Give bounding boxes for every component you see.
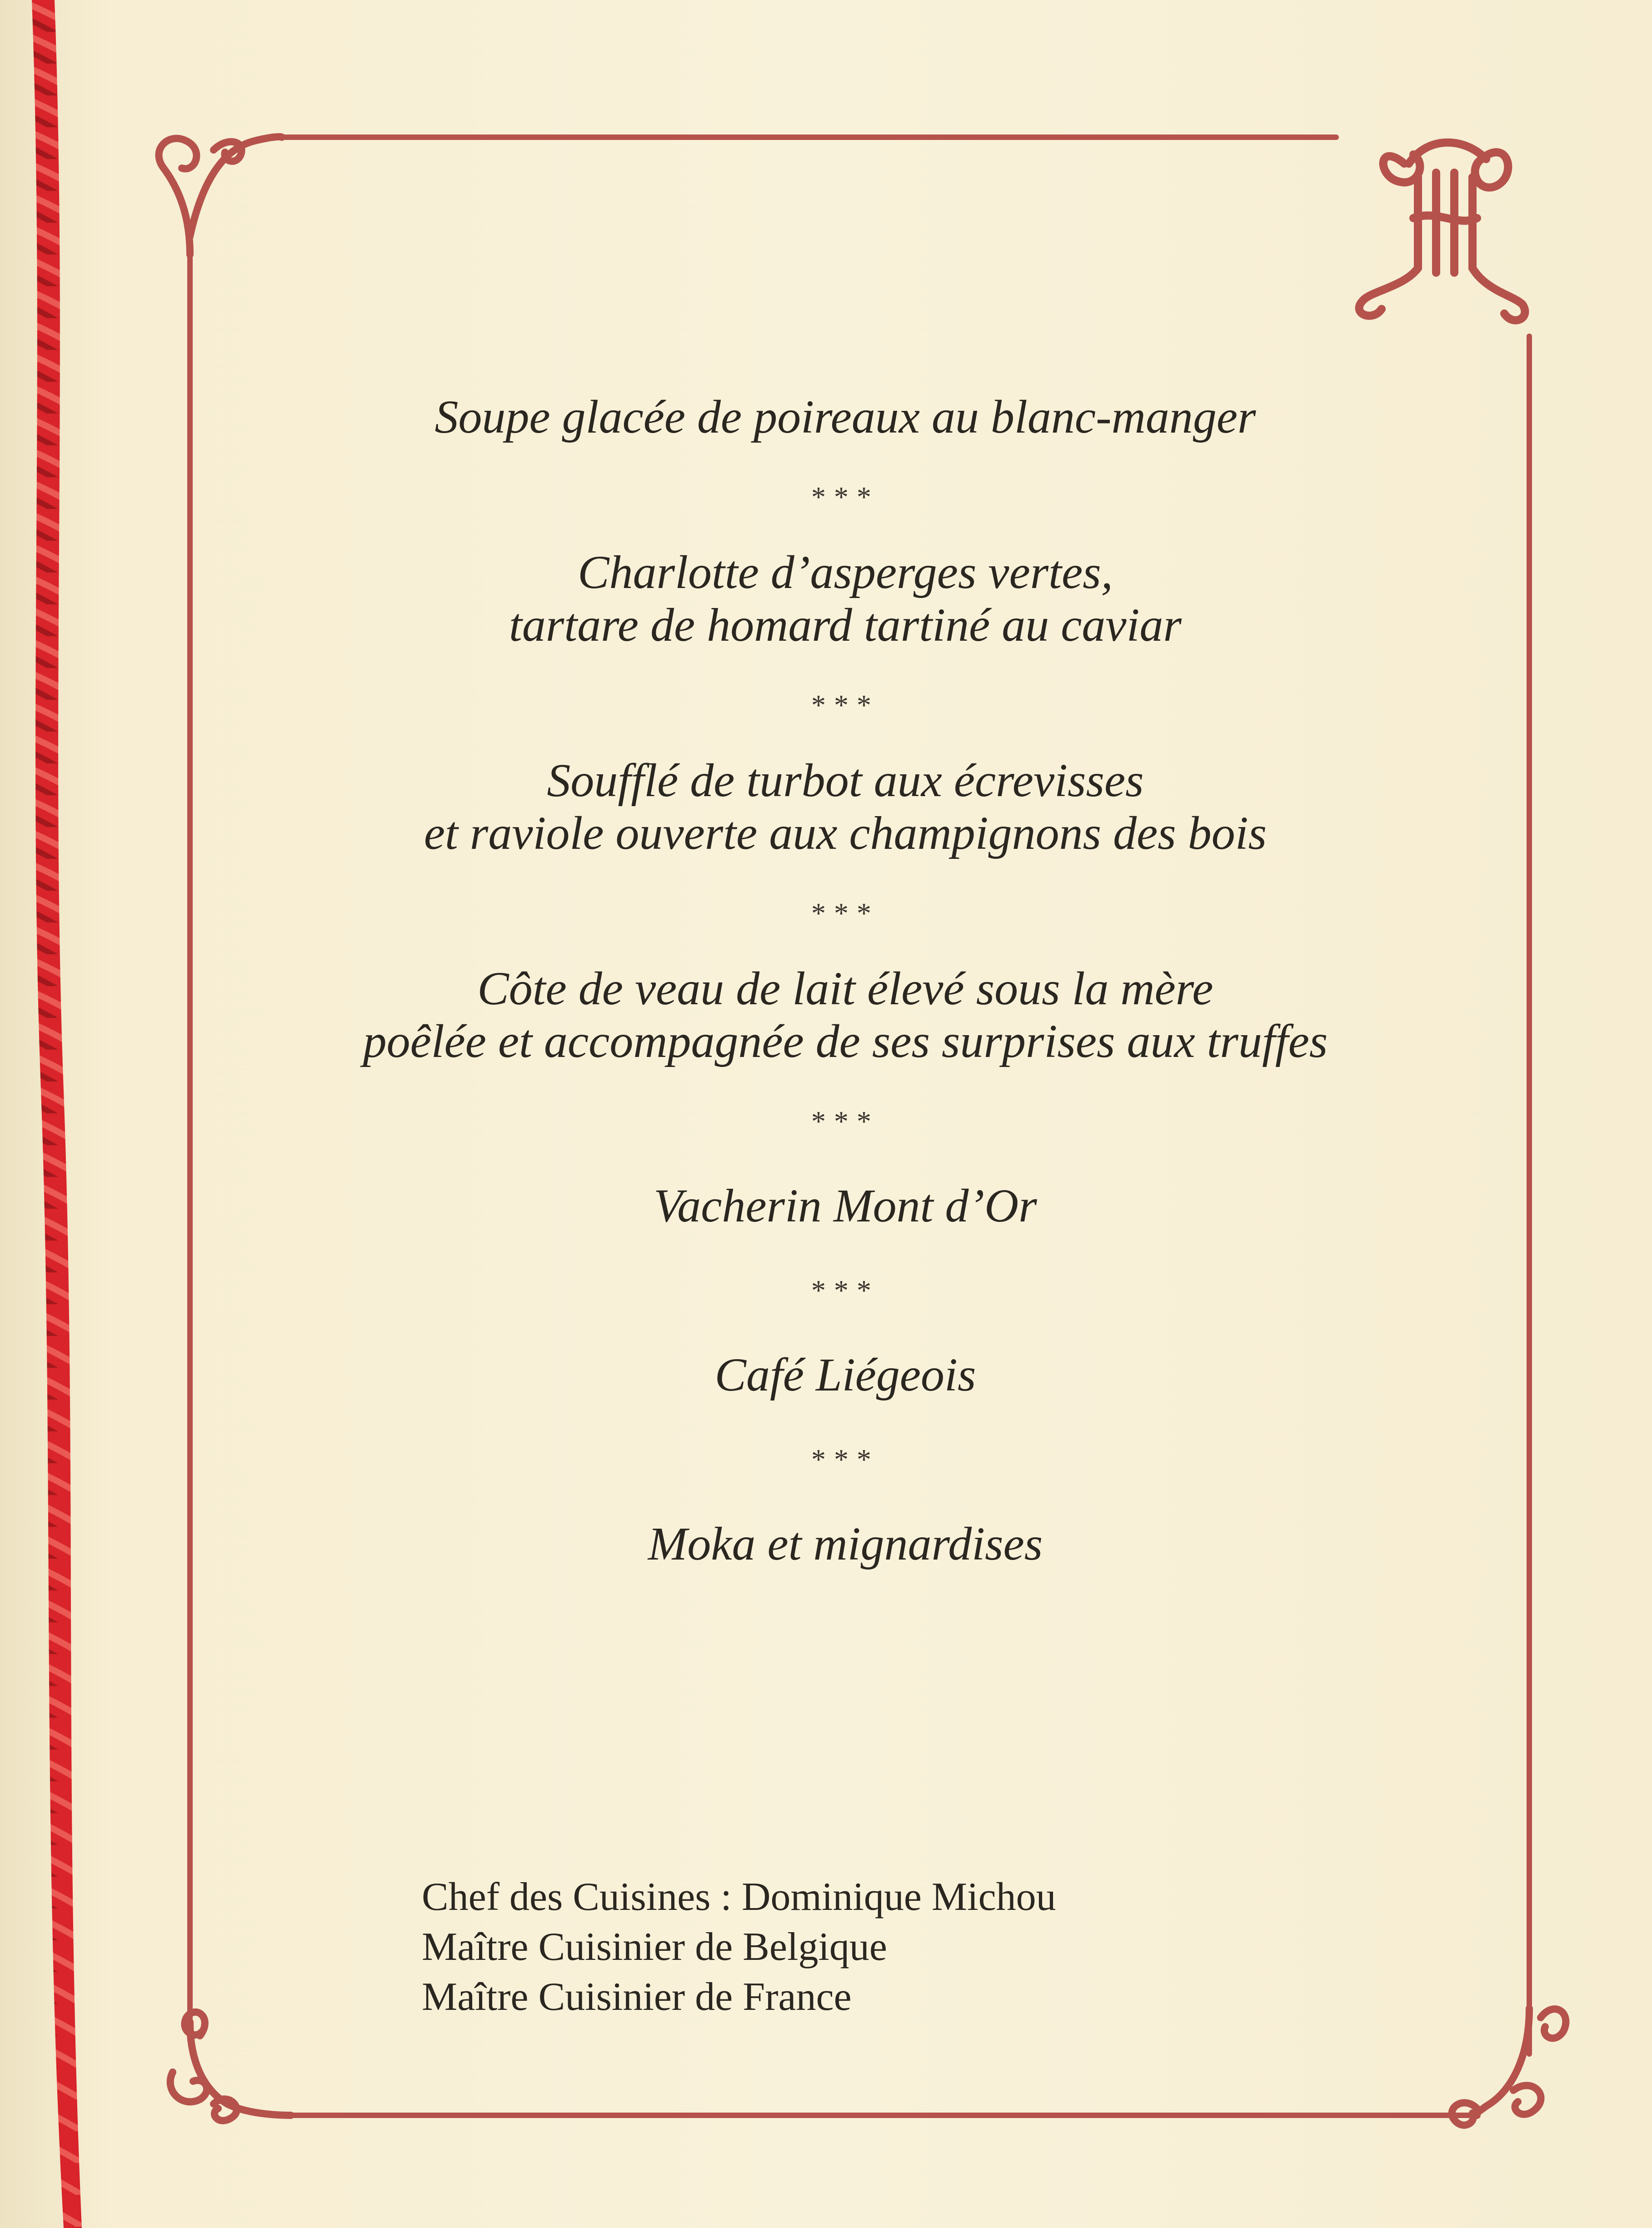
corner-flourish-icon [159,137,282,254]
chef-title-belgium: Maître Cuisinier de Belgique [422,1925,887,1969]
course-4 [195,962,1495,1068]
corner-flourish-icon [170,2012,291,2121]
menu-list [195,391,1495,1570]
course-line: Charlotte d’asperges vertes, [578,546,1113,598]
course-line: Vacherin Mont d’Or [654,1180,1037,1232]
course-1 [195,391,1495,444]
course-separator: *** [811,481,879,513]
course-7 [195,1518,1495,1570]
course-5 [195,1180,1495,1232]
course-separator: *** [811,897,879,929]
course-line: Moka et mignardises [648,1518,1043,1570]
course-2 [195,546,1495,652]
chef-name: Chef des Cuisines : Dominique Michou [422,1875,1056,1919]
course-separator: *** [811,1443,879,1475]
course-6 [195,1349,1495,1401]
chef-title-france: Maître Cuisinier de France [422,1975,852,2019]
course-separator: *** [811,1105,879,1137]
chef-credits [422,1872,1056,2022]
course-line: tartare de homard tartiné au caviar [509,599,1182,651]
course-separator: *** [811,689,879,721]
course-line: et raviole ouverte aux champignons des bois [424,807,1267,859]
course-line: poêlée et accompagnée de ses surprises aux truffes [363,1015,1328,1067]
course-line: Côte de veau de lait élevé sous la mère [477,962,1213,1015]
course-line: Soufflé de turbot aux écrevisses [547,754,1144,807]
course-line: Soupe glacée de poireaux au blanc-manger [434,391,1256,443]
monogram-icon [1359,143,1525,320]
corner-flourish-icon [1452,2009,1566,2125]
course-line: Café Liégeois [714,1349,976,1401]
course-separator: *** [811,1274,879,1306]
course-3 [195,754,1495,860]
